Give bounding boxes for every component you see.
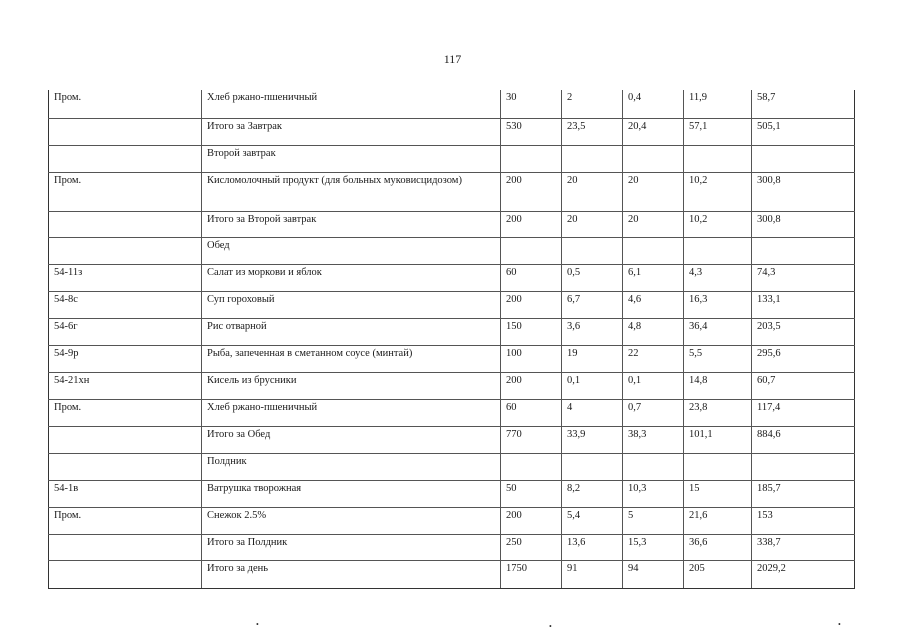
carbs-cell: 15 <box>684 480 752 507</box>
menu-table-body <box>49 90 855 588</box>
fat-cell: 0,1 <box>623 372 684 399</box>
fat-cell: 4,6 <box>623 291 684 318</box>
table-row <box>49 211 855 237</box>
dish-code-cell: Пром. <box>49 399 202 426</box>
energy-cell: 884,6 <box>752 426 855 453</box>
energy-cell: 338,7 <box>752 534 855 560</box>
dish-code-cell: 54-8с <box>49 291 202 318</box>
dish-name-cell: Итого за Полдник <box>202 534 501 560</box>
fat-cell: 20 <box>623 211 684 237</box>
dish-name-cell: Ватрушка творожная <box>202 480 501 507</box>
dish-code-cell <box>49 118 202 145</box>
protein-cell: 8,2 <box>562 480 623 507</box>
protein-cell: 6,7 <box>562 291 623 318</box>
energy-cell: 74,3 <box>752 264 855 291</box>
energy-cell: 505,1 <box>752 118 855 145</box>
protein-cell: 23,5 <box>562 118 623 145</box>
protein-cell: 19 <box>562 345 623 372</box>
protein-cell: 33,9 <box>562 426 623 453</box>
table-row <box>49 291 855 318</box>
protein-cell: 3,6 <box>562 318 623 345</box>
portion-cell: 200 <box>501 372 562 399</box>
dish-name-cell: Второй завтрак <box>202 145 501 172</box>
table-row <box>49 426 855 453</box>
table-row <box>49 534 855 560</box>
energy-cell: 153 <box>752 507 855 534</box>
portion-cell: 50 <box>501 480 562 507</box>
dish-name-cell: Рыба, запеченная в сметанном соусе (минтай) <box>202 345 501 372</box>
protein-cell: 0,5 <box>562 264 623 291</box>
dish-code-cell: Пром. <box>49 172 202 211</box>
scan-mark: • <box>256 620 259 629</box>
table-row <box>49 453 855 480</box>
page-number: 117 <box>443 52 462 66</box>
portion-cell: 30 <box>501 90 562 118</box>
scan-mark: • <box>549 622 552 631</box>
portion-cell <box>501 237 562 264</box>
dish-name-cell: Обед <box>202 237 501 264</box>
table-row <box>49 118 855 145</box>
portion-cell: 770 <box>501 426 562 453</box>
carbs-cell <box>684 237 752 264</box>
table-row <box>49 345 855 372</box>
protein-cell: 5,4 <box>562 507 623 534</box>
carbs-cell: 57,1 <box>684 118 752 145</box>
portion-cell: 200 <box>501 291 562 318</box>
energy-cell: 185,7 <box>752 480 855 507</box>
energy-cell: 300,8 <box>752 211 855 237</box>
energy-cell <box>752 237 855 264</box>
dish-name-cell: Суп гороховый <box>202 291 501 318</box>
table-row <box>49 507 855 534</box>
energy-cell: 203,5 <box>752 318 855 345</box>
table-row <box>49 560 855 588</box>
dish-name-cell: Кисломолочный продукт (для больных муковисцидозом) <box>202 172 501 211</box>
dish-code-cell <box>49 145 202 172</box>
protein-cell: 13,6 <box>562 534 623 560</box>
dish-name-cell: Итого за Завтрак <box>202 118 501 145</box>
table-row <box>49 237 855 264</box>
fat-cell <box>623 237 684 264</box>
portion-cell: 200 <box>501 507 562 534</box>
fat-cell: 0,7 <box>623 399 684 426</box>
portion-cell: 250 <box>501 534 562 560</box>
table-row <box>49 264 855 291</box>
carbs-cell: 21,6 <box>684 507 752 534</box>
scan-mark: • <box>838 620 841 629</box>
energy-cell: 2029,2 <box>752 560 855 588</box>
dish-name-cell: Салат из моркови и яблок <box>202 264 501 291</box>
energy-cell: 58,7 <box>752 90 855 118</box>
portion-cell: 200 <box>501 211 562 237</box>
dish-code-cell: 54-21хн <box>49 372 202 399</box>
fat-cell: 6,1 <box>623 264 684 291</box>
protein-cell <box>562 237 623 264</box>
portion-cell: 200 <box>501 172 562 211</box>
carbs-cell: 36,4 <box>684 318 752 345</box>
energy-cell: 133,1 <box>752 291 855 318</box>
fat-cell: 0,4 <box>623 90 684 118</box>
energy-cell: 295,6 <box>752 345 855 372</box>
fat-cell: 15,3 <box>623 534 684 560</box>
carbs-cell: 4,3 <box>684 264 752 291</box>
portion-cell: 60 <box>501 264 562 291</box>
dish-code-cell: 54-11з <box>49 264 202 291</box>
dish-code-cell: 54-9р <box>49 345 202 372</box>
carbs-cell <box>684 453 752 480</box>
fat-cell <box>623 145 684 172</box>
carbs-cell: 205 <box>684 560 752 588</box>
dish-name-cell: Полдник <box>202 453 501 480</box>
portion-cell <box>501 145 562 172</box>
carbs-cell: 10,2 <box>684 172 752 211</box>
dish-code-cell <box>49 211 202 237</box>
dish-name-cell: Рис отварной <box>202 318 501 345</box>
dish-name-cell: Снежок 2.5% <box>202 507 501 534</box>
table-row <box>49 372 855 399</box>
fat-cell: 38,3 <box>623 426 684 453</box>
carbs-cell: 14,8 <box>684 372 752 399</box>
energy-cell: 300,8 <box>752 172 855 211</box>
carbs-cell: 11,9 <box>684 90 752 118</box>
dish-code-cell <box>49 426 202 453</box>
protein-cell: 20 <box>562 211 623 237</box>
fat-cell: 94 <box>623 560 684 588</box>
table-row <box>49 318 855 345</box>
table-row <box>49 145 855 172</box>
protein-cell <box>562 453 623 480</box>
dish-name-cell: Итого за день <box>202 560 501 588</box>
dish-name-cell: Кисель из брусники <box>202 372 501 399</box>
fat-cell: 22 <box>623 345 684 372</box>
fat-cell: 20,4 <box>623 118 684 145</box>
dish-name-cell: Хлеб ржано-пшеничный <box>202 90 501 118</box>
dish-name-cell: Хлеб ржано-пшеничный <box>202 399 501 426</box>
fat-cell: 4,8 <box>623 318 684 345</box>
fat-cell: 20 <box>623 172 684 211</box>
energy-cell: 117,4 <box>752 399 855 426</box>
protein-cell: 2 <box>562 90 623 118</box>
energy-cell <box>752 453 855 480</box>
fat-cell: 10,3 <box>623 480 684 507</box>
dish-code-cell: 54-1в <box>49 480 202 507</box>
portion-cell: 1750 <box>501 560 562 588</box>
protein-cell <box>562 145 623 172</box>
fat-cell: 5 <box>623 507 684 534</box>
portion-cell <box>501 453 562 480</box>
table-row <box>49 480 855 507</box>
table-row <box>49 172 855 211</box>
portion-cell: 150 <box>501 318 562 345</box>
fat-cell <box>623 453 684 480</box>
dish-code-cell <box>49 534 202 560</box>
table-row <box>49 90 855 118</box>
protein-cell: 4 <box>562 399 623 426</box>
dish-code-cell: 54-6г <box>49 318 202 345</box>
carbs-cell: 23,8 <box>684 399 752 426</box>
carbs-cell: 101,1 <box>684 426 752 453</box>
energy-cell: 60,7 <box>752 372 855 399</box>
dish-code-cell <box>49 237 202 264</box>
protein-cell: 20 <box>562 172 623 211</box>
dish-code-cell <box>49 560 202 588</box>
dish-code-cell: Пром. <box>49 90 202 118</box>
portion-cell: 100 <box>501 345 562 372</box>
protein-cell: 0,1 <box>562 372 623 399</box>
portion-cell: 60 <box>501 399 562 426</box>
dish-code-cell <box>49 453 202 480</box>
portion-cell: 530 <box>501 118 562 145</box>
table-row <box>49 399 855 426</box>
carbs-cell: 10,2 <box>684 211 752 237</box>
dish-code-cell: Пром. <box>49 507 202 534</box>
protein-cell: 91 <box>562 560 623 588</box>
menu-table <box>48 90 855 589</box>
dish-name-cell: Итого за Второй завтрак <box>202 211 501 237</box>
carbs-cell: 5,5 <box>684 345 752 372</box>
carbs-cell: 16,3 <box>684 291 752 318</box>
energy-cell <box>752 145 855 172</box>
dish-name-cell: Итого за Обед <box>202 426 501 453</box>
carbs-cell <box>684 145 752 172</box>
carbs-cell: 36,6 <box>684 534 752 560</box>
